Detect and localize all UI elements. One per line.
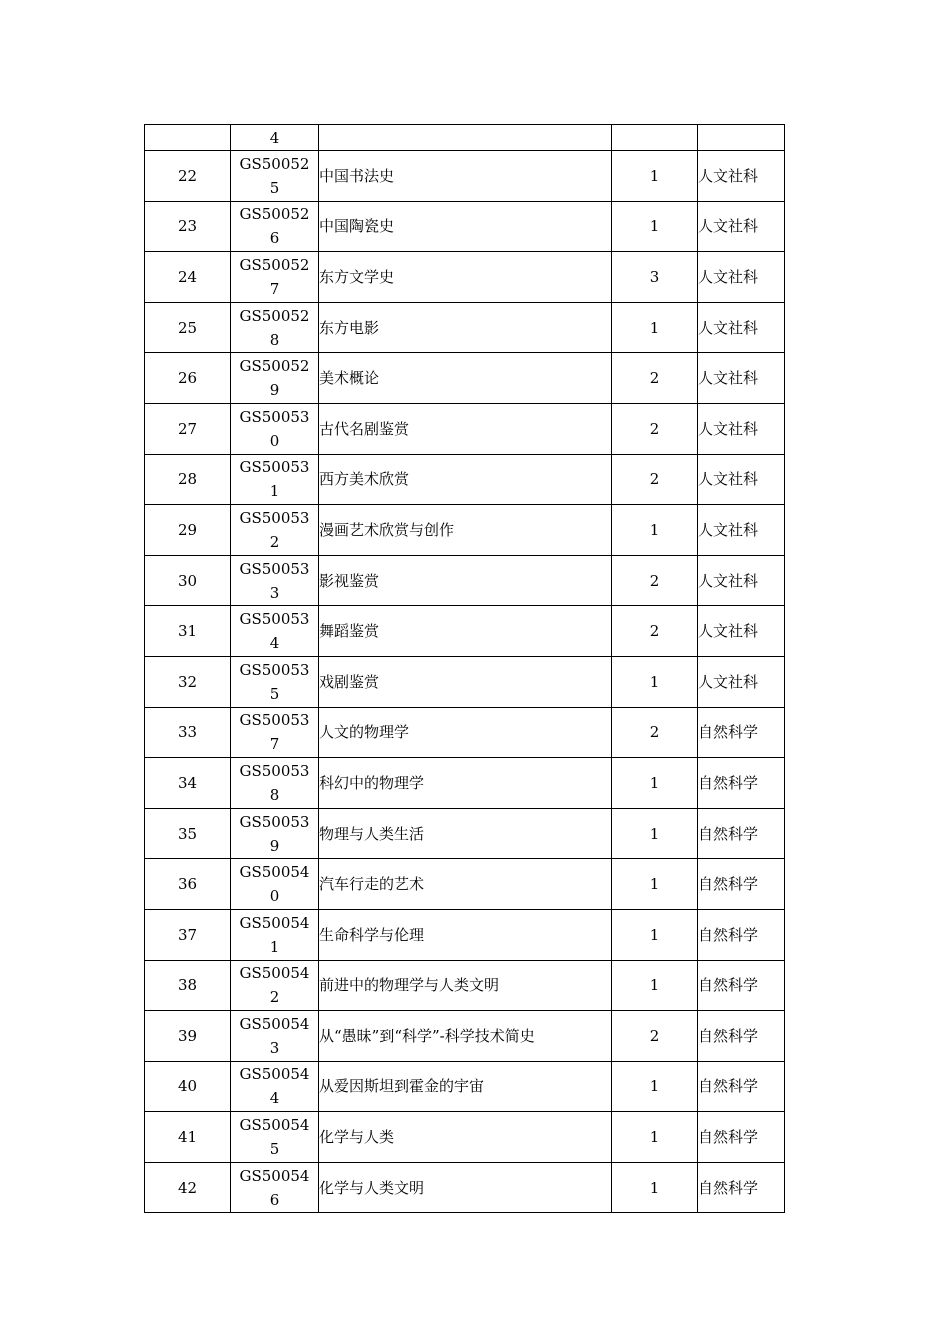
credit-cell: 1 bbox=[612, 151, 698, 202]
table-row bbox=[145, 403, 785, 454]
course-code-cell bbox=[231, 353, 319, 404]
course-code-cell bbox=[231, 505, 319, 556]
category-cell: 人文社科 bbox=[698, 151, 785, 202]
category-cell: 人文社科 bbox=[698, 252, 785, 303]
course-code-line-1: GS50054 bbox=[239, 863, 310, 882]
category-cell: 自然科学 bbox=[698, 808, 785, 859]
course-name-cell: 化学与人类文明 bbox=[319, 1162, 612, 1213]
course-code-line-1: GS50052 bbox=[239, 306, 310, 325]
course-name-cell: 从“愚昧”到“科学”-科学技术简史 bbox=[319, 1011, 612, 1062]
category-cell: 自然科学 bbox=[698, 960, 785, 1011]
category-cell: 自然科学 bbox=[698, 859, 785, 910]
course-name-cell: 东方文学史 bbox=[319, 252, 612, 303]
row-number-cell: 41 bbox=[145, 1112, 231, 1163]
course-code-line-2: 4 bbox=[269, 1089, 280, 1108]
category-cell: 自然科学 bbox=[698, 758, 785, 809]
credit-cell: 1 bbox=[612, 201, 698, 252]
table-row bbox=[145, 808, 785, 859]
credit-cell: 1 bbox=[612, 1061, 698, 1112]
course-code-line-1: GS50052 bbox=[239, 154, 310, 173]
row-number-cell: 40 bbox=[145, 1061, 231, 1112]
course-code-line-2: 3 bbox=[269, 1038, 280, 1057]
table-row bbox=[145, 201, 785, 252]
course-code-cell bbox=[231, 909, 319, 960]
table-row bbox=[145, 454, 785, 505]
category-cell: 人文社科 bbox=[698, 302, 785, 353]
course-name-cell: 影视鉴赏 bbox=[319, 555, 612, 606]
course-name-cell: 戏剧鉴赏 bbox=[319, 656, 612, 707]
category-cell: 人文社科 bbox=[698, 353, 785, 404]
category-cell: 自然科学 bbox=[698, 1162, 785, 1213]
credit-cell: 2 bbox=[612, 1011, 698, 1062]
table-row bbox=[145, 151, 785, 202]
category-cell: 自然科学 bbox=[698, 707, 785, 758]
credit-cell: 1 bbox=[612, 859, 698, 910]
row-number-cell: 34 bbox=[145, 758, 231, 809]
course-code-line-2: 0 bbox=[269, 887, 280, 906]
credit-cell bbox=[612, 125, 698, 151]
row-number-cell: 33 bbox=[145, 707, 231, 758]
row-number-cell: 37 bbox=[145, 909, 231, 960]
course-code-line-2: 5 bbox=[269, 178, 280, 197]
course-code-cell bbox=[231, 960, 319, 1011]
course-code-line-1: GS50053 bbox=[239, 812, 310, 831]
table-row bbox=[145, 656, 785, 707]
course-code-line-2: 2 bbox=[269, 988, 280, 1007]
table-row bbox=[145, 909, 785, 960]
table-row bbox=[145, 505, 785, 556]
course-code-cell bbox=[231, 808, 319, 859]
course-name-cell: 西方美术欣赏 bbox=[319, 454, 612, 505]
course-code-line-1: GS50053 bbox=[239, 407, 310, 426]
course-code-cell bbox=[231, 656, 319, 707]
course-name-cell: 中国陶瓷史 bbox=[319, 201, 612, 252]
table-row bbox=[145, 1112, 785, 1163]
course-code-line-2: 9 bbox=[269, 381, 280, 400]
table-row bbox=[145, 1011, 785, 1062]
row-number-cell: 23 bbox=[145, 201, 231, 252]
course-code-cell bbox=[231, 1112, 319, 1163]
course-code-line-1: GS50053 bbox=[239, 610, 310, 629]
course-code-line-1: GS50054 bbox=[239, 1116, 310, 1135]
row-number-cell: 24 bbox=[145, 252, 231, 303]
credit-cell: 2 bbox=[612, 403, 698, 454]
credit-cell: 1 bbox=[612, 656, 698, 707]
table-row bbox=[145, 1162, 785, 1213]
course-name-cell: 中国书法史 bbox=[319, 151, 612, 202]
course-name-cell: 漫画艺术欣赏与创作 bbox=[319, 505, 612, 556]
category-cell: 人文社科 bbox=[698, 403, 785, 454]
table-row bbox=[145, 707, 785, 758]
category-cell: 人文社科 bbox=[698, 454, 785, 505]
course-code-line-2: 0 bbox=[269, 431, 280, 450]
course-code-line-2: 8 bbox=[269, 785, 280, 804]
table-row bbox=[145, 302, 785, 353]
credit-cell: 2 bbox=[612, 454, 698, 505]
course-name-cell: 生命科学与伦理 bbox=[319, 909, 612, 960]
course-code-line-1: GS50053 bbox=[239, 711, 310, 730]
course-code-cell: 4 bbox=[231, 125, 319, 151]
course-code-cell bbox=[231, 555, 319, 606]
table-row-continued bbox=[145, 125, 785, 151]
category-cell: 人文社科 bbox=[698, 656, 785, 707]
course-name-cell: 从爱因斯坦到霍金的宇宙 bbox=[319, 1061, 612, 1112]
row-number-cell: 39 bbox=[145, 1011, 231, 1062]
row-number-cell: 42 bbox=[145, 1162, 231, 1213]
course-code-line-2: 7 bbox=[269, 279, 280, 298]
course-code-line-1: GS50053 bbox=[239, 458, 310, 477]
table-row bbox=[145, 1061, 785, 1112]
table-row bbox=[145, 859, 785, 910]
category-cell: 自然科学 bbox=[698, 1112, 785, 1163]
course-code-line-2: 8 bbox=[269, 330, 280, 349]
course-code-cell bbox=[231, 859, 319, 910]
row-number-cell: 35 bbox=[145, 808, 231, 859]
row-number-cell: 31 bbox=[145, 606, 231, 657]
category-cell: 人文社科 bbox=[698, 606, 785, 657]
credit-cell: 1 bbox=[612, 960, 698, 1011]
course-code-cell bbox=[231, 403, 319, 454]
course-code-cell bbox=[231, 201, 319, 252]
course-name-cell: 汽车行走的艺术 bbox=[319, 859, 612, 910]
course-code-line-1: GS50053 bbox=[239, 660, 310, 679]
credit-cell: 3 bbox=[612, 252, 698, 303]
credit-cell: 2 bbox=[612, 707, 698, 758]
credit-cell: 2 bbox=[612, 353, 698, 404]
course-code-cell bbox=[231, 454, 319, 505]
course-name-cell: 舞蹈鉴赏 bbox=[319, 606, 612, 657]
course-code-cell bbox=[231, 151, 319, 202]
credit-cell: 2 bbox=[612, 555, 698, 606]
course-code-line-2: 4 bbox=[269, 634, 280, 653]
course-name-cell: 化学与人类 bbox=[319, 1112, 612, 1163]
course-code-cell bbox=[231, 1162, 319, 1213]
course-code-line-1: GS50053 bbox=[239, 559, 310, 578]
row-number-cell: 22 bbox=[145, 151, 231, 202]
course-code-cell bbox=[231, 606, 319, 657]
course-name-cell: 美术概论 bbox=[319, 353, 612, 404]
row-number-cell: 29 bbox=[145, 505, 231, 556]
row-number-cell: 25 bbox=[145, 302, 231, 353]
course-name-cell: 人文的物理学 bbox=[319, 707, 612, 758]
credit-cell: 1 bbox=[612, 1162, 698, 1213]
course-name-cell: 科幻中的物理学 bbox=[319, 758, 612, 809]
course-code-line-1: GS50053 bbox=[239, 508, 310, 527]
row-number-cell: 27 bbox=[145, 403, 231, 454]
course-name-cell: 古代名剧鉴赏 bbox=[319, 403, 612, 454]
category-cell: 人文社科 bbox=[698, 505, 785, 556]
course-code-cell bbox=[231, 302, 319, 353]
credit-cell: 1 bbox=[612, 505, 698, 556]
row-number-cell: 26 bbox=[145, 353, 231, 404]
course-code-cell bbox=[231, 252, 319, 303]
course-name-cell: 物理与人类生活 bbox=[319, 808, 612, 859]
category-cell: 自然科学 bbox=[698, 1061, 785, 1112]
credit-cell: 1 bbox=[612, 302, 698, 353]
credit-cell: 1 bbox=[612, 909, 698, 960]
credit-cell: 1 bbox=[612, 758, 698, 809]
course-table-body bbox=[145, 125, 785, 1213]
category-cell bbox=[698, 125, 785, 151]
row-number-cell: 32 bbox=[145, 656, 231, 707]
course-code-line-2: 5 bbox=[269, 1140, 280, 1159]
course-code-line-1: GS50052 bbox=[239, 205, 310, 224]
course-code-line-1: GS50054 bbox=[239, 1065, 310, 1084]
course-code-line-1: GS50054 bbox=[239, 1166, 310, 1185]
credit-cell: 1 bbox=[612, 1112, 698, 1163]
credit-cell: 1 bbox=[612, 808, 698, 859]
course-code-cell bbox=[231, 1011, 319, 1062]
table-row bbox=[145, 555, 785, 606]
course-code-line-2: 6 bbox=[269, 1190, 280, 1209]
course-table bbox=[144, 124, 785, 1213]
table-row bbox=[145, 252, 785, 303]
course-code-line-2: 5 bbox=[269, 684, 280, 703]
course-code-line-1: GS50052 bbox=[239, 255, 310, 274]
row-number-cell: 38 bbox=[145, 960, 231, 1011]
category-cell: 自然科学 bbox=[698, 909, 785, 960]
course-code-line-2: 6 bbox=[269, 229, 280, 248]
course-name-cell bbox=[319, 125, 612, 151]
course-code-cell bbox=[231, 707, 319, 758]
course-code-line-1: GS50054 bbox=[239, 964, 310, 983]
table-row bbox=[145, 960, 785, 1011]
course-code-cell bbox=[231, 1061, 319, 1112]
course-code-line-1: GS50053 bbox=[239, 761, 310, 780]
category-cell: 自然科学 bbox=[698, 1011, 785, 1062]
course-code-cell bbox=[231, 758, 319, 809]
row-number-cell: 36 bbox=[145, 859, 231, 910]
course-code-line-1: GS50052 bbox=[239, 357, 310, 376]
category-cell: 人文社科 bbox=[698, 555, 785, 606]
course-code-line-1: GS50054 bbox=[239, 1014, 310, 1033]
row-number-cell: 28 bbox=[145, 454, 231, 505]
table-row bbox=[145, 606, 785, 657]
course-code-line-2: 1 bbox=[269, 937, 280, 956]
course-code-line-2: 9 bbox=[269, 836, 280, 855]
row-number-cell bbox=[145, 125, 231, 151]
table-row bbox=[145, 758, 785, 809]
category-cell: 人文社科 bbox=[698, 201, 785, 252]
course-code-line-2: 7 bbox=[269, 735, 280, 754]
course-code-line-1: GS50054 bbox=[239, 913, 310, 932]
row-number-cell: 30 bbox=[145, 555, 231, 606]
course-code-line-2: 3 bbox=[269, 583, 280, 602]
credit-cell: 2 bbox=[612, 606, 698, 657]
course-name-cell: 东方电影 bbox=[319, 302, 612, 353]
course-code-line-2: 2 bbox=[269, 532, 280, 551]
table-row bbox=[145, 353, 785, 404]
course-name-cell: 前进中的物理学与人类文明 bbox=[319, 960, 612, 1011]
course-code-line-2: 1 bbox=[269, 482, 280, 501]
